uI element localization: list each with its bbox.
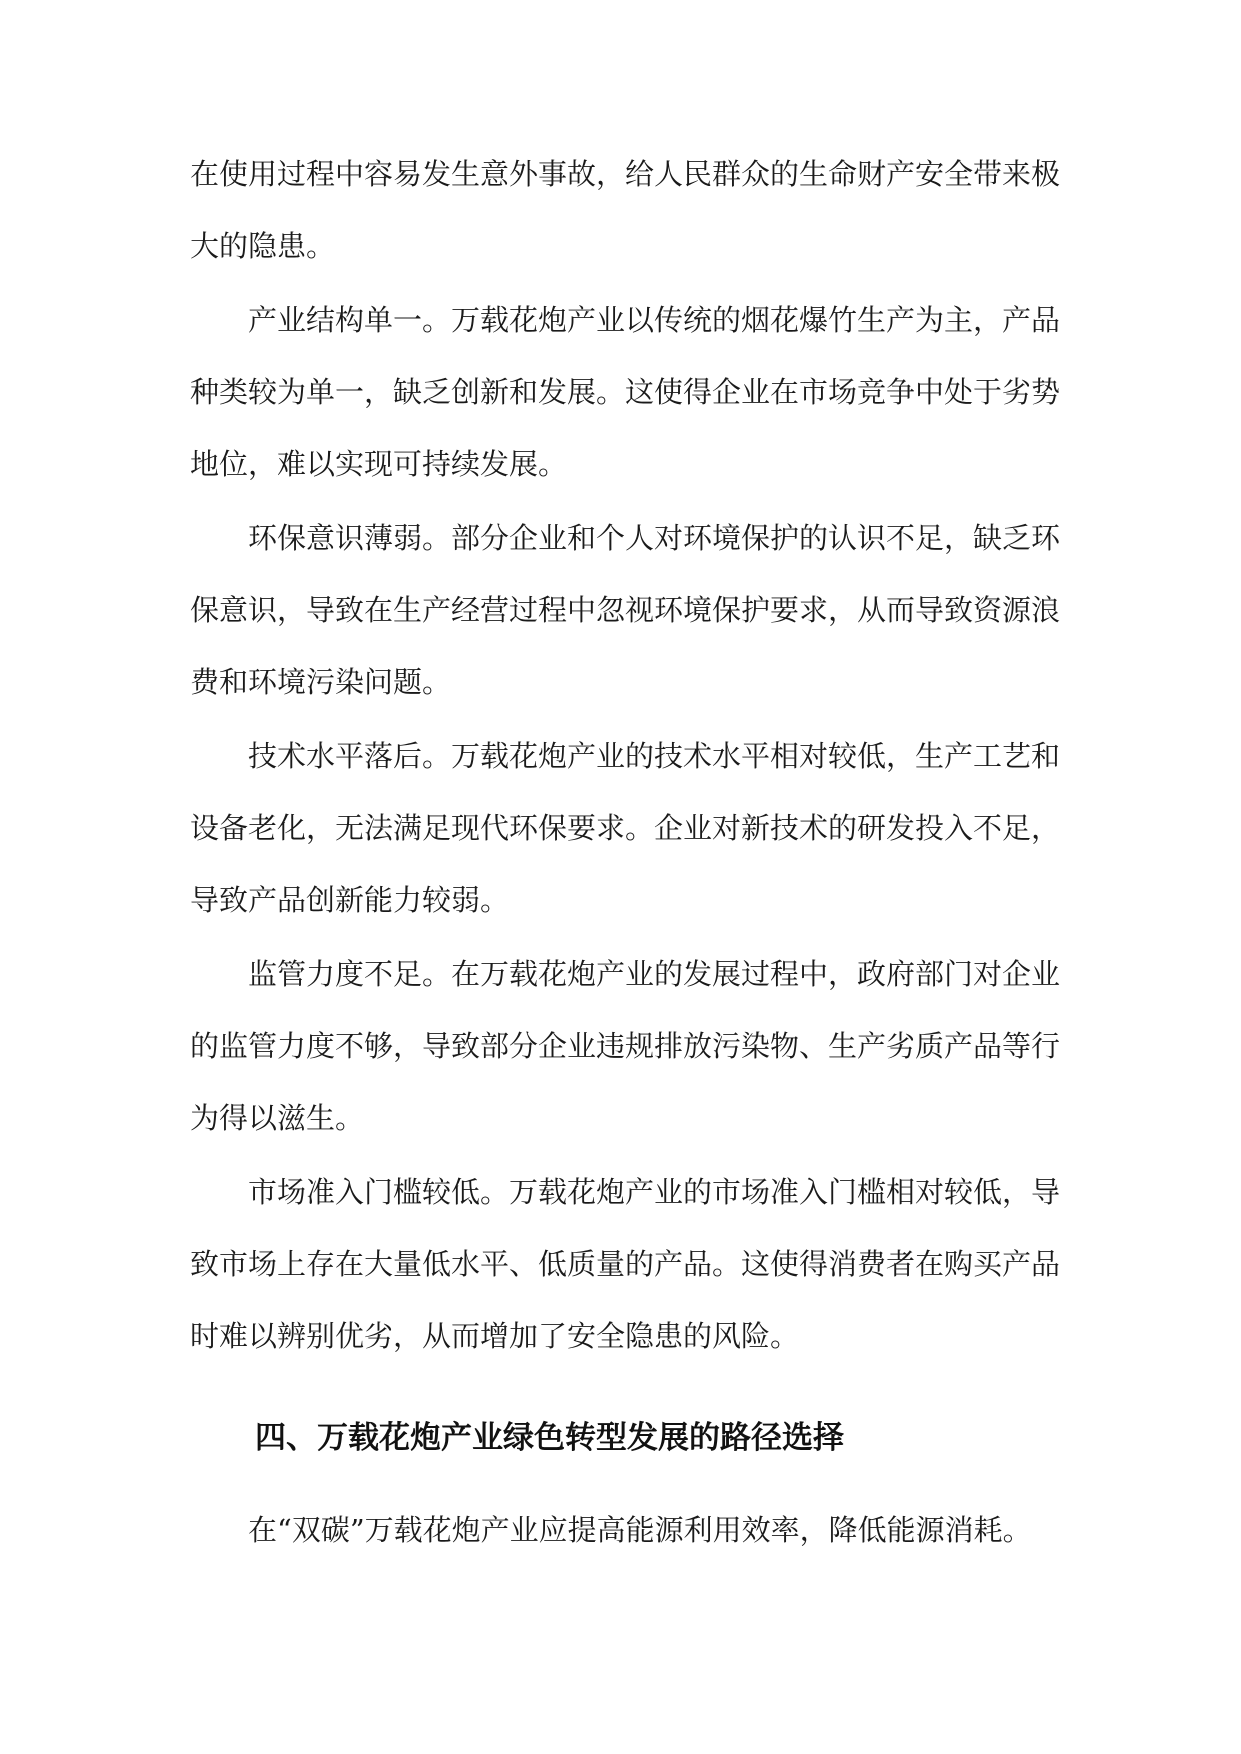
paragraph-supervision: 监管力度不足。在万载花炮产业的发展过程中，政府部门对企业的监管力度不够，导致部分企业违规排放污染物、生产劣质产品等行为得以滋生。 [190,957,1061,1135]
paragraph-market-access: 市场准入门槛较低。万载花炮产业的市场准入门槛相对较低，导致市场上存在大量低水平、低质量的产品。这使得消费者在购买产品时难以辨别优劣，从而增加了安全隐患的风险。 [190,1175,1061,1353]
paragraph-technology-level: 技术水平落后。万载花炮产业的技术水平相对较低，生产工艺和设备老化，无法满足现代环保要求。企业对新技术的研发投入不足，导致产品创新能力较弱。 [190,739,1061,917]
paragraph-continuation: 在使用过程中容易发生意外事故，给人民群众的生命财产安全带来极大的隐患。 [190,157,1061,263]
section-heading: 四、万载花炮产业绿色转型发展的路径选择 [255,1420,844,1456]
paragraph-energy-efficiency: 在“双碳”万载花炮产业应提高能源利用效率，降低能源消耗。 [248,1513,1032,1547]
paragraph-environmental-awareness: 环保意识薄弱。部分企业和个人对环境保护的认识不足，缺乏环保意识，导致在生产经营过程中忽视环境保护要求，从而导致资源浪费和环境污染问题。 [190,521,1061,699]
paragraph-industry-structure: 产业结构单一。万载花炮产业以传统的烟花爆竹生产为主，产品种类较为单一，缺乏创新和发展。这使得企业在市场竞争中处于劣势地位，难以实现可持续发展。 [190,303,1061,481]
document-body [190,138,1060,1568]
